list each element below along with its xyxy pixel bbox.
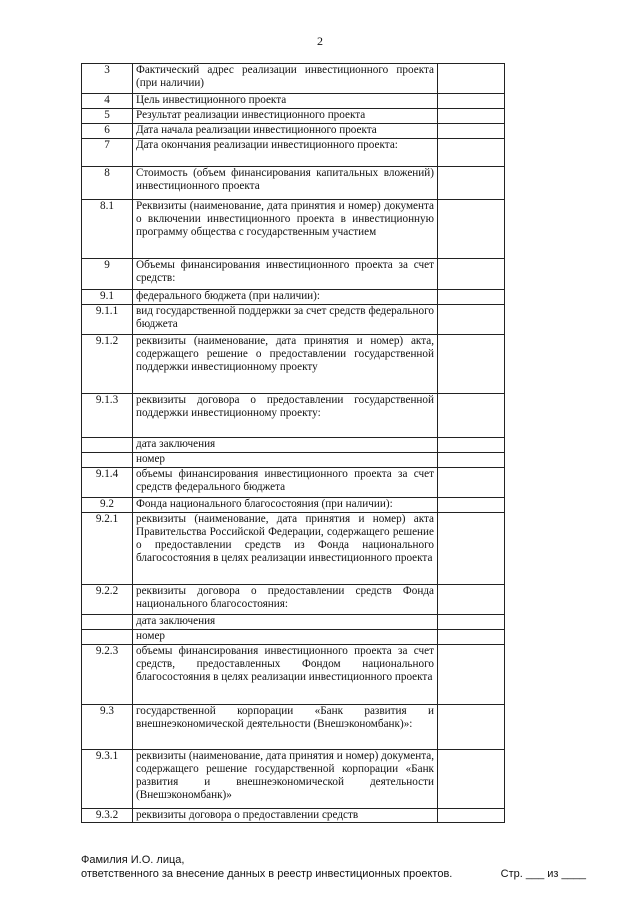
row-value-field[interactable] — [438, 259, 505, 290]
row-value-field[interactable] — [438, 200, 505, 259]
row-number: 9.1.3 — [82, 394, 133, 438]
row-label: реквизиты (наименование, дата принятия и номер) документа, содержащего решение государственной корпорации «Банк развития и внешнеэкономической деятельности (Внешэкономбанк)» — [133, 750, 438, 809]
row-value-field[interactable] — [438, 645, 505, 705]
row-label: реквизиты договора о предоставлении государственной поддержки инвестиционному проекту: — [133, 394, 438, 438]
row-value-field[interactable] — [438, 139, 505, 167]
table-row — [82, 498, 505, 513]
footer-signatory-role: ответственного за внесение данных в реестр инвестиционных проектов. — [81, 868, 453, 880]
row-number: 9.1 — [82, 290, 133, 305]
row-label: Цель инвестиционного проекта — [133, 94, 438, 109]
row-number: 9.2.1 — [82, 513, 133, 585]
table-row — [82, 705, 505, 750]
table-row — [82, 305, 505, 335]
registry-form-table — [81, 63, 505, 823]
table-row — [82, 290, 505, 305]
row-label: вид государственной поддержки за счет средств федерального бюджета — [133, 305, 438, 335]
table-row — [82, 124, 505, 139]
row-value-field[interactable] — [438, 585, 505, 615]
row-number: 9.1.2 — [82, 335, 133, 394]
row-number: 9.1.1 — [82, 305, 133, 335]
table-row — [82, 438, 505, 453]
row-label: реквизиты (наименование, дата принятия и номер) акта, содержащего решение о предоставлении государственной поддержки инвестиционному проекту — [133, 335, 438, 394]
row-label: объемы финансирования инвестиционного проекта за счет средств, предоставленных Фондом национального благосостояния в целях реализации инвестиционного проекта — [133, 645, 438, 705]
row-number: 9.1.4 — [82, 468, 133, 498]
table-row — [82, 109, 505, 124]
row-number: 6 — [82, 124, 133, 139]
row-value-field[interactable] — [438, 750, 505, 809]
row-value-field[interactable] — [438, 394, 505, 438]
row-label: Результат реализации инвестиционного проекта — [133, 109, 438, 124]
table-row — [82, 167, 505, 200]
row-number: 9.2 — [82, 498, 133, 513]
row-value-field[interactable] — [438, 438, 505, 453]
row-number: 9.2.2 — [82, 585, 133, 615]
table-row — [82, 453, 505, 468]
row-number: 8.1 — [82, 200, 133, 259]
row-value-field[interactable] — [438, 615, 505, 630]
row-label: реквизиты договора о предоставлении средств — [133, 809, 438, 823]
row-label: реквизиты договора о предоставлении средств Фонда национального благосостояния: — [133, 585, 438, 615]
table-row — [82, 513, 505, 585]
row-value-field[interactable] — [438, 809, 505, 823]
row-number: 4 — [82, 94, 133, 109]
row-label: государственной корпорации «Банк развития и внешнеэкономической деятельности (Внешэкономбанк)»: — [133, 705, 438, 750]
table-row — [82, 615, 505, 630]
row-number: 7 — [82, 139, 133, 167]
row-label: дата заключения — [133, 615, 438, 630]
row-value-field[interactable] — [438, 167, 505, 200]
row-value-field[interactable] — [438, 630, 505, 645]
row-label: федерального бюджета (при наличии): — [133, 290, 438, 305]
row-value-field[interactable] — [438, 335, 505, 394]
row-value-field[interactable] — [438, 468, 505, 498]
table-row — [82, 64, 505, 94]
row-label: Стоимость (объем финансирования капитальных вложений) инвестиционного проекта — [133, 167, 438, 200]
table-row — [82, 139, 505, 167]
table-row — [82, 585, 505, 615]
row-label: Реквизиты (наименование, дата принятия и номер) документа о включении инвестиционного проекта в инвестиционную программу общества с государственным участием — [133, 200, 438, 259]
row-number — [82, 438, 133, 453]
row-number — [82, 615, 133, 630]
row-number: 3 — [82, 64, 133, 94]
row-number — [82, 630, 133, 645]
page-number: 2 — [317, 34, 323, 48]
row-label: объемы финансирования инвестиционного проекта за счет средств федерального бюджета — [133, 468, 438, 498]
table-row — [82, 468, 505, 498]
row-value-field[interactable] — [438, 94, 505, 109]
row-value-field[interactable] — [438, 64, 505, 94]
footer — [81, 853, 586, 881]
row-label: номер — [133, 630, 438, 645]
table-row — [82, 809, 505, 823]
row-label: Дата окончания реализации инвестиционного проекта: — [133, 139, 438, 167]
row-label: дата заключения — [133, 438, 438, 453]
table-row — [82, 335, 505, 394]
row-value-field[interactable] — [438, 705, 505, 750]
table-row — [82, 645, 505, 705]
page-counter: Стр. ___ из ____ — [500, 868, 586, 880]
row-number: 9.3 — [82, 705, 133, 750]
row-value-field[interactable] — [438, 290, 505, 305]
footer-signatory-name: Фамилия И.О. лица, — [81, 854, 185, 866]
row-label: Дата начала реализации инвестиционного проекта — [133, 124, 438, 139]
table-row — [82, 630, 505, 645]
row-value-field[interactable] — [438, 305, 505, 335]
table-row — [82, 394, 505, 438]
row-label: реквизиты (наименование, дата принятия и номер) акта Правительства Российской Федерации, содержащего решение о предоставлении средств из Фонда национального благосостояния в целях реализации инвестиционного проекта — [133, 513, 438, 585]
row-number: 9.3.2 — [82, 809, 133, 823]
row-label: Фонда национального благосостояния (при наличии): — [133, 498, 438, 513]
row-number — [82, 453, 133, 468]
row-label: Объемы финансирования инвестиционного проекта за счет средств: — [133, 259, 438, 290]
row-number: 8 — [82, 167, 133, 200]
row-number: 5 — [82, 109, 133, 124]
table-row — [82, 259, 505, 290]
row-value-field[interactable] — [438, 513, 505, 585]
table-row — [82, 750, 505, 809]
row-value-field[interactable] — [438, 124, 505, 139]
row-value-field[interactable] — [438, 453, 505, 468]
row-label: Фактический адрес реализации инвестиционного проекта (при наличии) — [133, 64, 438, 94]
row-number: 9.2.3 — [82, 645, 133, 705]
row-label: номер — [133, 453, 438, 468]
row-number: 9 — [82, 259, 133, 290]
row-number: 9.3.1 — [82, 750, 133, 809]
row-value-field[interactable] — [438, 498, 505, 513]
table-row — [82, 200, 505, 259]
table-row — [82, 94, 505, 109]
row-value-field[interactable] — [438, 109, 505, 124]
